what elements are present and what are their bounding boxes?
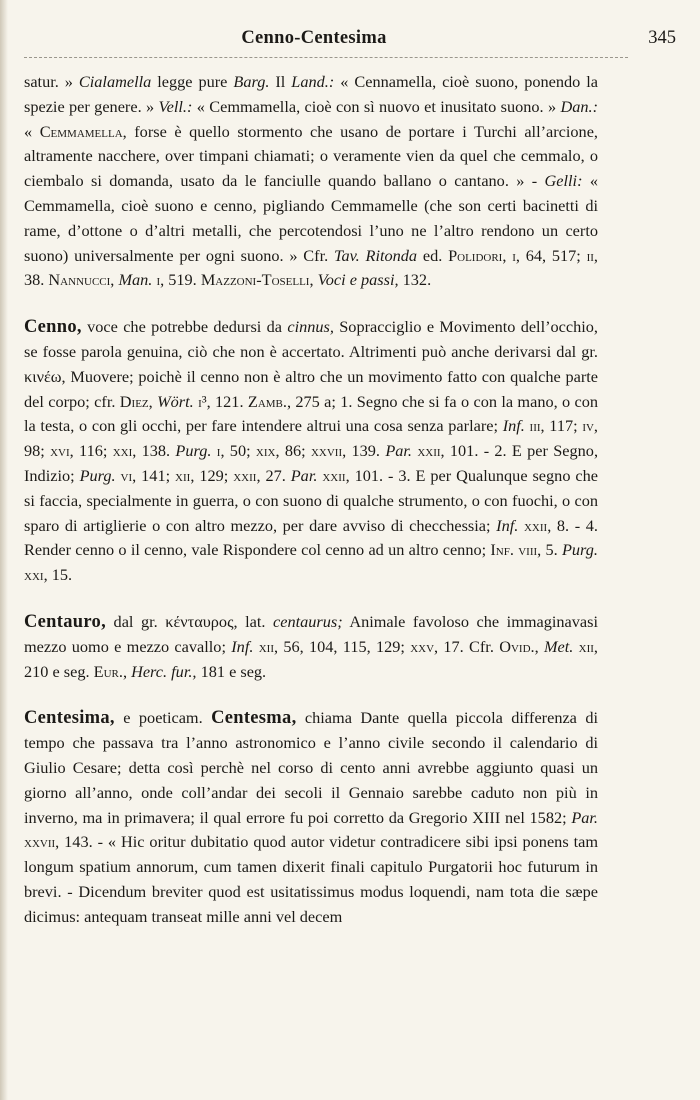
entry-continuation-paragraph: satur. » Cialamella legge pure Barg. Il Land.: « Cennamella, cioè suono, ponendo la spezie per genere. » Vell.: « Cemmamella, cioè con sì nuovo et inusitato suono. » Dan.: « Cemmamella, forse è quello stormento che usano de portare i Turchi all’arcione, altramente nacchere, over timpani chiamati; o veramente vien da quel che cemmalo, o ciembalo si domanda, usato da le fanciulle quando ballano o cantano. » - Gelli: « Cemmamella, cioè suono e cenno, pigliando Cemmamelle (che son certi bacinetti di rame, d’ottone o d’altri metalli, che percotendosi l’uno ne l’altro rendono un certo suono) universalmente per ogni suono. » Cfr. Tav. Ritonda ed. Polidori, i, 64, 517; ii, 38. Nannucci, Man. i, 519. Mazzoni-Toselli, Voci e passi, 132. (24, 72, 599, 290)
entry-centauro: Centauro, dal gr. κένταυρος, lat. centaurus; Animale favoloso che immaginavasi mezzo uomo e mezzo cavallo; Inf. xii, 56, 104, 115, 129; xxv, 17. Cfr. Ovid., Met. xii, 210 e seg. Eur., Herc. fur., 181 e seg. (24, 611, 599, 681)
headword-centauro: Centauro, (24, 611, 107, 632)
headword-cenno: Cenno, (24, 317, 82, 338)
header-rule (24, 57, 628, 58)
running-head (24, 28, 676, 58)
page-title: Cenno-Centesima (241, 28, 387, 48)
page-binding-shadow (0, 0, 8, 1100)
page-number: 345 (648, 28, 676, 48)
headword-centesima: Centesima, (24, 708, 115, 729)
dictionary-text (24, 70, 598, 930)
headword-centesma: Centesma, (211, 708, 297, 729)
entry-cenno: Cenno, voce che potrebbe dedursi da cinnus, Sopracciglio e Movimento dell’occhio, se fosse parola genuina, ciò che non è accertato. Altrimenti può anche derivarsi dal gr. κινέω, Muovere; poichè il cenno non è altro che un movimento fatto con qualche parte del corpo; cfr. Diez, Wört. i³, 121. Zamb., 275 a; 1. Segno che si fa o con la mano, o con la testa, o con gli occhi, per fare intendere altrui una cosa senza parlare; Inf. iii, 117; iv, 98; xvi, 116; xxi, 138. Purg. i, 50; xix, 86; xxvii, 139. Par. xxii, 101. - 2. E per Segno, Indizio; Purg. vi, 141; xii, 129; xxii, 27. Par. xxii, 101. - 3. E per Qualunque segno che si faccia, specialmente in guerra, o con suono di qualche strumento, o con fuochi, o con sparo di artiglierie o con altro mezzo, per dare avviso di checchessia; Inf. xxii, 8. - 4. Render cenno o il cenno, vale Rispondere col cenno ad un altro cenno; Inf. viii, 5. Purg. xxi, 15. (24, 317, 599, 585)
entry-centesima: Centesima, e poeticam. Centesma, chiama Dante quella piccola differenza di tempo che passava tra l’anno astronomico e l’anno civile secondo il calendario di Giulio Cesare; detta così perchè nel corso di cento anni avrebbe aggiunto quasi un giorno all’anno, onde coll’andar dei secoli il Gennaio sarebbe caduto non più in inverno, ma in primavera; il qual errore fu poi corretto da Gregorio XIII nel 1582; Par. xxvii, 143. - « Hic oritur dubitatio quod autor videtur contradicere sibi ipsi ponens tam longum spatium annorum, cum tamen dixerit finali capitulo Purgatorii hoc futurum in brevi. - Dicendum breviter quod est usitatissimus modus loquendi, nam tota die sæpe dicimus: antequam transeat mille anni vel decem (24, 708, 598, 926)
